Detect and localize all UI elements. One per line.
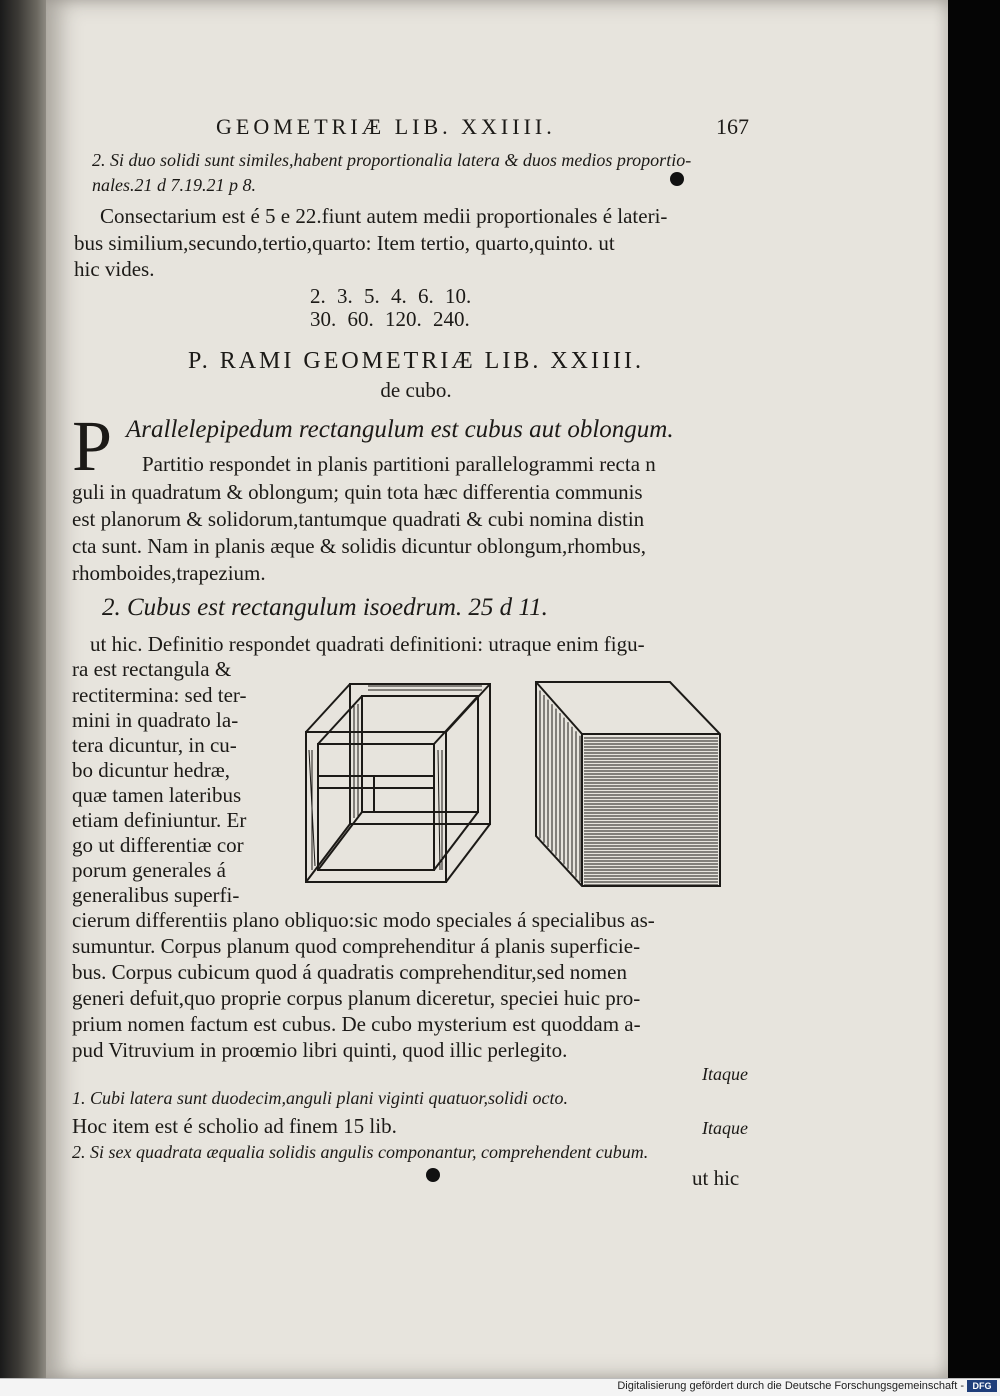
definition-1: Arallelepipedum rectangulum est cubus aut oblongum. — [126, 416, 674, 443]
def2-rest-line-3: bus. Corpus cubicum quod á quadratis comprehenditur,sed nomen — [72, 960, 627, 984]
itaque-label-2: Itaque — [702, 1118, 748, 1138]
consectarium-line-2: bus similium,secundo,tertio,quarto: Item tertio, quarto,quinto. ut — [74, 231, 615, 255]
proposition-cube-edges: 1. Cubi latera sunt duodecim,anguli plani viginti quatuor,solidi octo. — [72, 1088, 568, 1108]
def2-left-line-5: bo dicuntur hedræ, — [72, 758, 231, 782]
def2-rest-line-5: prium nomen factum est cubus. De cubo mysterium est quoddam a- — [72, 1012, 641, 1036]
page-number: 167 — [716, 114, 749, 139]
scan-border — [948, 0, 1000, 1378]
hoc-item-line: Hoc item est é scholio ad finem 15 lib. — [72, 1114, 397, 1138]
def2-para-line-1: ut hic. Definitio respondet quadrati definitioni: utraque enim figu- — [90, 632, 645, 656]
section-title: P. RAMI GEOMETRIÆ LIB. XXIIII. — [188, 348, 644, 374]
drop-cap: P — [72, 406, 113, 486]
def2-rest-line-6: pud Vitruvium in proœmio libri quinti, quod illic perlegito. — [72, 1038, 568, 1062]
def2-left-line-10: generalibus superfi- — [72, 883, 240, 907]
def1-para-line-1: Partitio respondet in planis partitioni parallelogrammi recta n — [142, 452, 656, 476]
def2-left-line-6: quæ tamen lateribus — [72, 783, 242, 807]
number-sequence-row-1: 2. 3. 5. 4. 6. 10. — [310, 284, 472, 308]
proposition-2-line-1: 2. Si duo solidi sunt similes,habent proportionalia latera & duos medios proportio- — [92, 150, 692, 170]
def1-para-line-3: est planorum & solidorum,tantumque quadrati & cubi nomina distin — [72, 507, 645, 531]
itaque-label-1: Itaque — [702, 1064, 748, 1084]
wireframe-cube-figure — [298, 680, 498, 890]
definition-2: 2. Cubus est rectangulum isoedrum. 25 d 11. — [102, 594, 548, 621]
def2-left-line-4: tera dicuntur, in cu- — [72, 733, 237, 757]
solid-cube-figure — [530, 678, 730, 890]
def1-para-line-2: guli in quadratum & oblongum; quin tota hæc differentia communis — [72, 480, 643, 504]
proposition-six-squares: 2. Si sex quadrata æqualia solidis angulis componantur, comprehendent cubum. — [72, 1142, 649, 1162]
running-title: GEOMETRIÆ LIB. XXIIII. — [216, 114, 556, 139]
def2-left-line-8: go ut differentiæ cor — [72, 833, 244, 857]
def2-left-line-9: porum generales á — [72, 858, 226, 882]
ink-spot — [670, 172, 684, 186]
number-sequence-row-2: 30. 60. 120. 240. — [310, 307, 470, 331]
def2-rest-line-1: cierum differentiis plano obliquo:sic modo speciales á specialibus as- — [72, 908, 655, 932]
proposition-2-line-2: nales.21 d 7.19.21 p 8. — [92, 175, 256, 195]
def2-rest-line-4: generi defuit,quo proprie corpus planum diceretur, speciei huic pro- — [72, 986, 641, 1010]
section-subtitle: de cubo. — [380, 378, 452, 402]
consectarium-line-3: hic vides. — [74, 257, 155, 281]
def2-left-line-3: mini in quadrato la- — [72, 708, 239, 732]
def2-left-line-7: etiam definiuntur. Er — [72, 808, 247, 832]
def2-left-line-1: ra est rectangula & — [72, 657, 232, 681]
book-page — [46, 0, 948, 1378]
book-spine-edge — [0, 0, 46, 1395]
def2-left-line-2: rectitermina: sed ter- — [72, 683, 247, 707]
funding-notice: Digitalisierung gefördert durch die Deutsche Forschungsgemeinschaft - — [617, 1380, 964, 1392]
def1-para-line-5: rhomboides,trapezium. — [72, 561, 266, 585]
def2-rest-line-2: sumuntur. Corpus planum quod comprehenditur á planis superficie- — [72, 934, 641, 958]
ut-hic-label: ut hic — [692, 1166, 740, 1190]
def1-para-line-4: cta sunt. Nam in planis æque & solidis dicuntur oblongum,rhombus, — [72, 534, 646, 558]
dfg-logo: DFG — [967, 1380, 997, 1392]
consectarium-line-1: Consectarium est é 5 e 22.fiunt autem medii proportionales é lateri- — [100, 204, 668, 228]
ink-spot — [426, 1168, 440, 1182]
